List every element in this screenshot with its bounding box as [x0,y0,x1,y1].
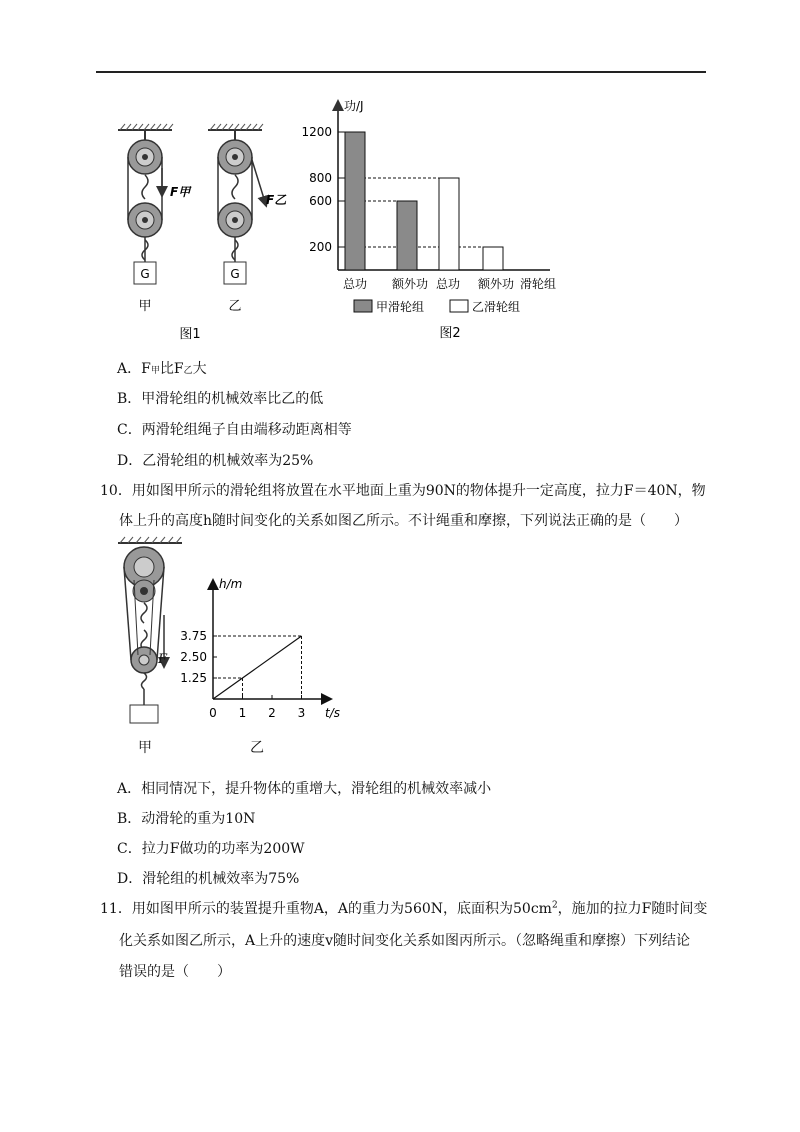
chart10-ytick-label-2.5: 2.50 [180,650,207,664]
chart2-ylabel: 功/J [344,99,364,113]
chart2-ytick-label-800: 800 [309,171,332,185]
q9-option-a [117,358,207,378]
chart2-ytick-label-200: 200 [309,240,332,254]
q9-a-mid: 比F [159,361,184,377]
figure-2-bar-chart [300,90,570,350]
chart2-bar-0-0 [345,132,365,270]
weight-G-jia: G [140,267,150,281]
header-rule [96,71,706,73]
q10-option-d: D．滑轮组的机械效率为75% [117,871,300,887]
q10-option-b: B．动滑轮的重为10N [117,811,256,827]
chart10-ylabel: h/m [219,577,243,591]
chart2-xcat-4: 滑轮组 [519,277,557,291]
q11-stem-line1 [100,898,707,918]
q9-a-prefix: A．F [117,361,151,377]
chart10-xlabel: t/s [325,706,340,720]
q9-a-sub2: 乙 [183,366,193,376]
chart2-bar-1-2 [439,178,459,270]
figure-1-pulleys [110,120,290,350]
legend-label-yi: 乙滑轮组 [472,300,521,314]
q10-option-a: A．相同情况下，提升物体的重增大，滑轮组的机械效率减小 [117,781,492,797]
q10-stem-line1: 10．用如图甲所示的滑轮组将放置在水平地面上重为90N的物体提升一定高度，拉力F＝40N，物 [100,483,706,499]
chart10-ytick-label-3.75: 3.75 [180,629,207,643]
q9-option-d: D．乙滑轮组的机械效率为25% [117,453,314,469]
q11-sup: 2 [551,900,558,911]
chart10-ytick-label-1.25: 1.25 [180,671,207,685]
q9-option-b: B．甲滑轮组的机械效率比乙的低 [117,391,324,407]
chart2-xcat-2: 总功 [435,277,461,291]
chart10-series-line [213,636,302,699]
chart2-xcat-1: 额外功 [391,277,429,291]
q11-line1a: 11．用如图甲所示的装置提升重物A，A的重力为560N，底面积为50cm [100,901,552,917]
label-jia: 甲 [138,299,152,314]
label-yi: 乙 [228,299,242,314]
q10-label-jia: 甲 [138,740,152,756]
chart2-bar-0-1 [397,201,417,270]
legend-swatch-jia [354,300,372,312]
q9-a-tail: 大 [192,361,207,377]
q11-stem-line3: 错误的是（ ） [119,964,231,980]
chart10-xtick-label-2: 2 [268,706,276,720]
q11-stem-line2: 化关系如图乙所示，A上升的速度v随时间变化关系如图丙所示。（忽略绳重和摩擦）下列结论 [119,933,691,949]
chart2-xcat-3: 额外功 [477,277,515,291]
q9-option-c: C．两滑轮组绳子自由端移动距离相等 [117,422,352,438]
q10-line-chart [175,575,360,725]
q10-option-c: C．拉力F做功的功率为200W [117,841,305,857]
force-label-yi: F乙 [266,193,287,207]
chart2-ytick-label-1200: 1200 [301,125,332,139]
force-label-jia: F甲 [170,185,191,199]
chart2-bar-1-3 [483,247,503,270]
q9-a-sub1: 甲 [150,366,160,376]
q10-force-label: F [158,652,168,667]
q10-label-yi: 乙 [250,740,264,756]
caption-fig2: 图2 [439,326,461,341]
q10-stem-line2: 体上升的高度h随时间变化的关系如图乙所示。不计绳重和摩擦，下列说法正确的是（ ） [119,513,689,529]
weight-G-yi: G [230,267,240,281]
pulley-jia [118,124,173,284]
chart2-xcat-0: 总功 [342,277,368,291]
chart10-xtick-label-3: 3 [297,706,306,720]
caption-fig1: 图1 [179,327,201,342]
legend-label-jia: 甲滑轮组 [376,300,425,314]
chart10-xtick-label-0: 0 [209,706,217,720]
chart2-ytick-label-600: 600 [309,194,332,208]
chart10-xtick-label-1: 1 [238,706,247,720]
legend-swatch-yi [450,300,468,312]
q11-line1b: ，施加的拉力F随时间变 [557,901,708,917]
pulley-yi [208,124,265,284]
